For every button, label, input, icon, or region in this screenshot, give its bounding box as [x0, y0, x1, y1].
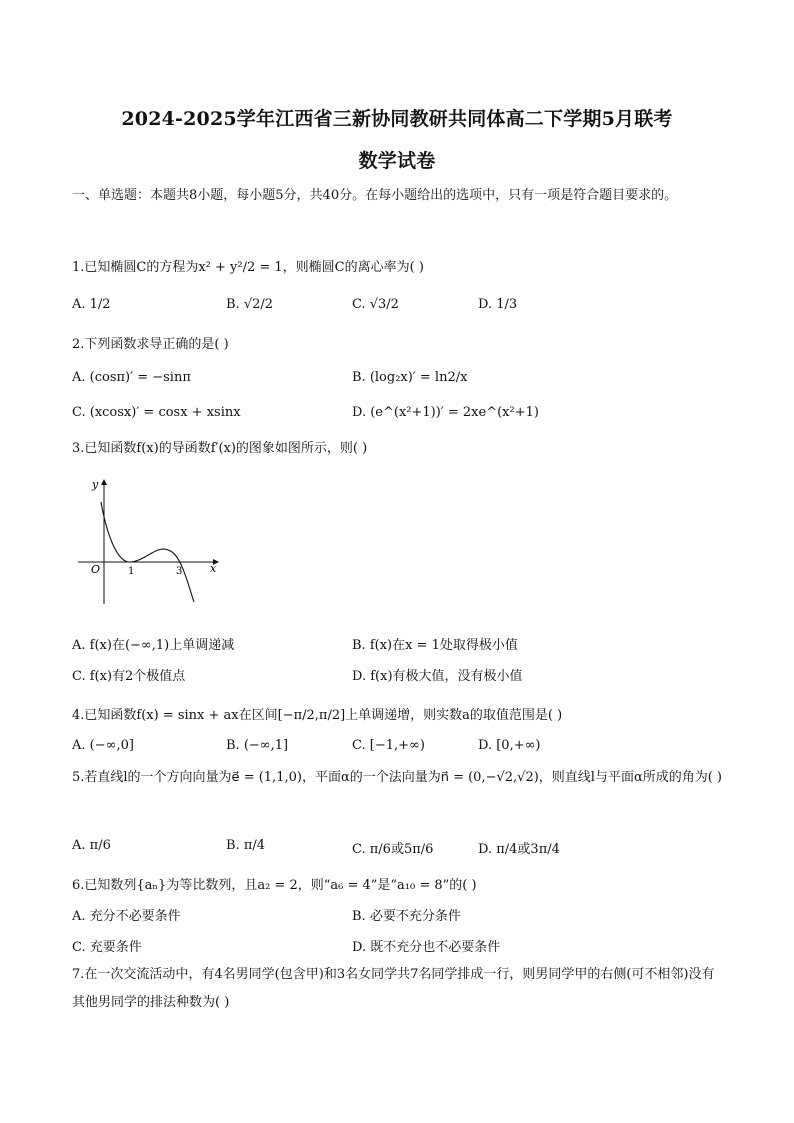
q1-option-a: A. 1/2	[72, 297, 111, 312]
q2-option-b: B. (log₂x)′ = ln2/x	[352, 370, 468, 385]
q5-option-c: C. π/6或5π/6	[352, 842, 434, 857]
q5-option-b: B. π/4	[226, 838, 266, 853]
origin-label: O	[91, 563, 101, 576]
question-6: 6.已知数列{aₙ}为等比数列，且a₂ = 2，则“a₆ = 4”是“a₁₀ = 8”的( )	[72, 878, 477, 893]
question-3: 3.已知函数f(x)的导函数f′(x)的图象如图所示，则( )	[72, 441, 368, 456]
q4-option-c: C. [−1,+∞)	[352, 738, 425, 753]
y-axis-label: y	[92, 478, 99, 491]
x-axis-label: x	[210, 562, 217, 575]
question-2: 2.下列函数求导正确的是( )	[72, 337, 229, 352]
q5-option-d: D. π/4或3π/4	[478, 842, 560, 857]
q4-option-b: B. (−∞,1]	[226, 738, 289, 753]
derivative-graph	[76, 474, 226, 609]
q2-option-a: A. (cosπ)′ = −sinπ	[72, 370, 191, 385]
q6-option-b: B. 必要不充分条件	[352, 909, 461, 924]
q6-option-d: D. 既不充分也不必要条件	[352, 940, 501, 955]
tick-label-1: 1	[128, 566, 135, 577]
q3-option-d: D. f(x)有极大值，没有极小值	[352, 669, 523, 684]
q4-option-d: D. [0,+∞)	[478, 738, 541, 753]
q1-option-d: D. 1/3	[478, 297, 518, 312]
q2-option-d: D. (e^(x²+1))′ = 2xe^(x²+1)	[352, 405, 539, 420]
question-7: 7.在一次交流活动中，有4名男同学(包含甲)和3名女同学共7名同学排成一行，则男同学甲的右侧(可不相邻)没有其他男同学的排法种数为( )	[72, 967, 715, 1010]
tick-label-3: 3	[176, 566, 183, 577]
q3-option-a: A. f(x)在(−∞,1)上单调递减	[72, 638, 235, 653]
q1-option-b: B. √2/2	[226, 297, 274, 312]
question-1: 1.已知椭圆C的方程为x² + y²/2 = 1，则椭圆C的离心率为( )	[72, 260, 424, 275]
section-heading: 一、单选题：本题共8小题，每小题5分，共40分。在每小题给出的选项中，只有一项是符合题目要求的。	[72, 188, 678, 203]
question-5: 5.若直线l的一个方向向量为e⃗ = (1,1,0)，平面α的一个法向量为n⃗ = (0,−√2,√2)，则直线l与平面α所成的角为( )	[72, 770, 723, 785]
q4-option-a: A. (−∞,0]	[72, 738, 134, 753]
q2-option-c: C. (xcosx)′ = cosx + xsinx	[72, 405, 241, 420]
q3-option-c: C. f(x)有2个极值点	[72, 669, 186, 684]
question-4: 4.已知函数f(x) = sinx + ax在区间[−π/2,π/2]上单调递增，则实数a的取值范围是( )	[72, 708, 563, 723]
exam-title: 2024-2025学年江西省三新协同教研共同体高二下学期5月联考	[121, 108, 673, 130]
q3-option-b: B. f(x)在x = 1处取得极小值	[352, 638, 518, 653]
derivative-curve	[101, 502, 194, 602]
q5-option-a: A. π/6	[72, 838, 111, 853]
q1-option-c: C. √3/2	[352, 297, 399, 312]
q6-option-c: C. 充要条件	[72, 940, 142, 955]
q6-option-a: A. 充分不必要条件	[72, 909, 181, 924]
exam-subtitle: 数学试卷	[358, 150, 436, 172]
